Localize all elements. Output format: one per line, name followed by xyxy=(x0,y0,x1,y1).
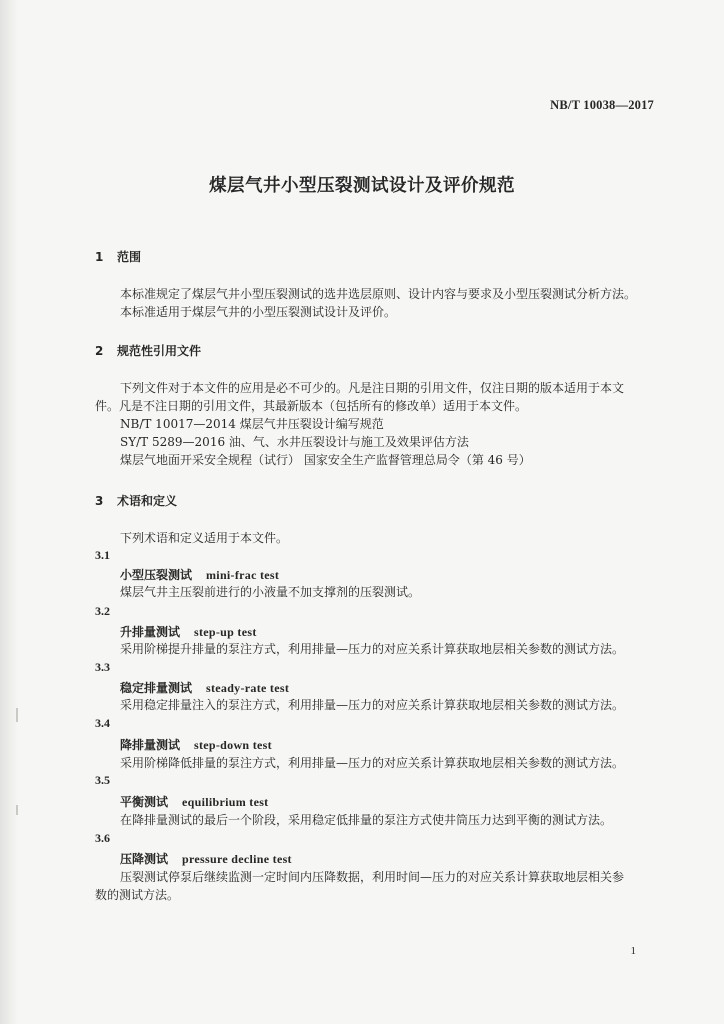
term-definition: 采用阶梯提升排量的泵注方式，利用排量—压力的对应关系计算获取地层相关参数的测试方法。 xyxy=(120,642,625,656)
term-number: 3.3 xyxy=(95,660,110,674)
term-en: step-up test xyxy=(194,625,257,639)
section-heading-3 xyxy=(95,492,177,509)
term-number: 3.2 xyxy=(95,604,110,618)
paragraph-line: 下列术语和定义适用于本文件。 xyxy=(120,531,289,545)
term-number: 3.5 xyxy=(95,773,110,787)
term-title xyxy=(120,679,289,696)
term-title xyxy=(120,793,268,810)
document-title: 煤层气井小型压裂测试设计及评价规范 xyxy=(209,176,515,196)
section-heading-2 xyxy=(95,342,201,359)
term-definition: 在降排量测试的最后一个阶段，采用稳定低排量的泵注方式使井筒压力达到平衡的测试方法。 xyxy=(120,813,613,827)
term-zh: 压降测试 xyxy=(120,852,169,866)
term-definition: 采用稳定排量注入的泵注方式，利用排量—压力的对应关系计算获取地层相关参数的测试方法。 xyxy=(120,698,625,712)
section-number: 2 xyxy=(95,344,104,358)
term-number: 3.1 xyxy=(95,548,110,562)
term-title xyxy=(120,566,279,583)
scan-edge-shadow xyxy=(0,0,18,1024)
page-number: 1 xyxy=(630,945,636,957)
term-title xyxy=(120,623,257,640)
paragraph-line: 本标准规定了煤层气井小型压裂测试的选井选层原则、设计内容与要求及小型压裂测试分析方法。 xyxy=(120,287,637,301)
term-definition: 压裂测试停泵后继续监测一定时间内压降数据，利用时间—压力的对应关系计算获取地层相关参 xyxy=(120,870,625,884)
reference-item: NB/T 10017—2014 煤层气井压裂设计编写规范 xyxy=(120,417,384,431)
standard-code: NB/T 10038—2017 xyxy=(550,98,654,112)
term-en: steady-rate test xyxy=(206,681,290,695)
term-zh: 降排量测试 xyxy=(120,738,181,752)
section-title: 术语和定义 xyxy=(117,494,178,508)
section-number: 1 xyxy=(95,250,104,264)
term-title xyxy=(120,850,292,867)
term-definition: 数的测试方法。 xyxy=(95,888,180,902)
section-title: 范围 xyxy=(117,250,142,264)
paragraph-line: 件。凡是不注日期的引用文件，其最新版本（包括所有的修改单）适用于本文件。 xyxy=(95,399,528,413)
section-title: 规范性引用文件 xyxy=(117,344,202,358)
term-en: pressure decline test xyxy=(182,852,292,866)
scan-mark xyxy=(16,805,18,815)
term-en: mini-frac test xyxy=(206,568,280,582)
paragraph-line: 本标准适用于煤层气井的小型压裂测试设计及评价。 xyxy=(120,305,397,319)
term-zh: 小型压裂测试 xyxy=(120,568,193,582)
term-en: step-down test xyxy=(194,738,272,752)
reference-item: SY/T 5289—2016 油、气、水井压裂设计与施工及效果评估方法 xyxy=(120,435,469,449)
section-number: 3 xyxy=(95,494,104,508)
term-number: 3.4 xyxy=(95,716,110,730)
term-en: equilibrium test xyxy=(182,795,269,809)
term-zh: 稳定排量测试 xyxy=(120,681,193,695)
term-title xyxy=(120,736,272,753)
reference-item: 煤层气地面开采安全规程（试行） 国家安全生产监督管理总局令（第 46 号） xyxy=(120,453,531,467)
term-definition: 煤层气井主压裂前进行的小液量不加支撑剂的压裂测试。 xyxy=(120,585,421,599)
term-zh: 平衡测试 xyxy=(120,795,169,809)
scan-mark xyxy=(16,708,18,722)
term-zh: 升排量测试 xyxy=(120,625,181,639)
section-heading-1 xyxy=(95,248,141,265)
term-number: 3.6 xyxy=(95,831,110,845)
paragraph-line: 下列文件对于本文件的应用是必不可少的。凡是注日期的引用文件，仅注日期的版本适用于本文 xyxy=(120,381,625,395)
term-definition: 采用阶梯降低排量的泵注方式，利用排量—压力的对应关系计算获取地层相关参数的测试方法。 xyxy=(120,756,625,770)
